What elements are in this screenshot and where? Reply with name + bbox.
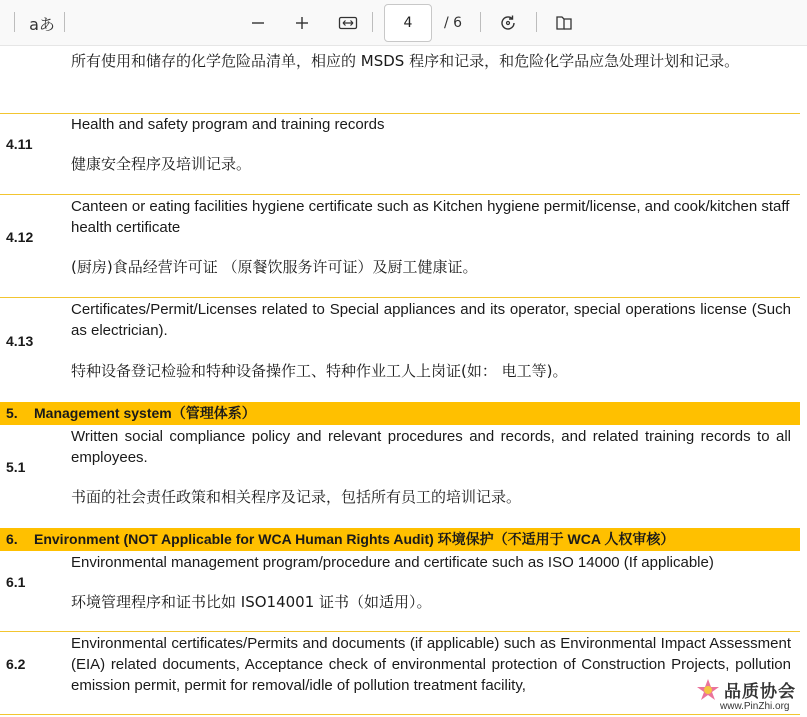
toolbar-separator bbox=[372, 12, 373, 32]
toolbar-separator bbox=[14, 12, 15, 32]
section-header-management bbox=[0, 402, 800, 425]
zoom-in-button[interactable] bbox=[288, 0, 316, 46]
watermark-logo bbox=[694, 676, 807, 717]
item-number: 4.12 bbox=[6, 229, 34, 245]
item-english: Environmental certificates/Permits and documents (if applicable) such as Environmental Impact Assessment (EIA) related documents, Acceptance check of environmental protection of Construction Projects, pollution emission permit, permit for removal/idle of pollution treatment facility, bbox=[71, 635, 791, 694]
rotate-button[interactable] bbox=[494, 0, 522, 46]
row-divider bbox=[0, 194, 800, 195]
intro-chinese: 所有使用和储存的化学危险品清单，相应的 MSDS 程序和记录，和危险化学品应急处理计划和记录。 bbox=[71, 52, 740, 70]
toolbar-separator bbox=[536, 12, 537, 32]
item-english: Written social compliance policy and relevant procedures and records, and related training records to all employees. bbox=[71, 428, 791, 466]
minus-icon bbox=[250, 15, 266, 31]
section-header-environment bbox=[0, 528, 800, 551]
item-chinese: 健康安全程序及培训记录。 bbox=[71, 155, 252, 173]
item-english: Health and safety program and training records bbox=[71, 116, 385, 133]
fit-width-icon bbox=[338, 15, 358, 31]
item-english: Environmental management program/procedure and certificate such as ISO 14000 (If applicable) bbox=[71, 554, 714, 571]
section-title: Management system（管理体系） bbox=[34, 405, 256, 421]
watermark-url: www.PinZhi.org bbox=[720, 701, 790, 712]
item-number: 6.2 bbox=[6, 656, 26, 672]
page-view-button[interactable] bbox=[550, 0, 578, 46]
page-number-input[interactable]: 4 bbox=[384, 4, 432, 42]
rotate-icon bbox=[498, 13, 518, 33]
item-number: 6.1 bbox=[6, 574, 26, 590]
toolbar-separator bbox=[64, 12, 65, 32]
item-english: Canteen or eating facilities hygiene certificate such as Kitchen hygiene permit/license, and cook/kitchen staff health certificate bbox=[71, 198, 790, 236]
page-view-icon bbox=[554, 14, 574, 32]
zoom-out-button[interactable] bbox=[244, 0, 272, 46]
read-aloud-button[interactable] bbox=[24, 0, 60, 46]
pdf-toolbar bbox=[0, 0, 807, 46]
item-chinese: 书面的社会责任政策和相关程序及记录，包括所有员工的培训记录。 bbox=[71, 488, 522, 506]
section-number: 5. bbox=[6, 405, 18, 421]
logo-mark-icon bbox=[694, 676, 722, 704]
item-number: 4.11 bbox=[6, 136, 33, 152]
row-divider bbox=[0, 297, 800, 298]
item-chinese: 特种设备登记检验和特种设备操作工、特种作业工人上岗证(如： 电工等)。 bbox=[71, 362, 568, 380]
toolbar-separator bbox=[480, 12, 481, 32]
item-english: Certificates/Permit/Licenses related to Special appliances and its operator, special operations license (Such as electrician). bbox=[71, 301, 791, 339]
section-number: 6. bbox=[6, 531, 18, 547]
read-aloud-icon: aあ bbox=[29, 14, 55, 34]
section-title: Environment (NOT Applicable for WCA Human Rights Audit) 环境保护（不适用于 WCA 人权审核） bbox=[34, 531, 675, 547]
page-total: / 6 bbox=[444, 15, 463, 31]
row-divider bbox=[0, 631, 800, 632]
row-divider bbox=[0, 714, 800, 715]
plus-icon bbox=[294, 15, 310, 31]
item-number: 5.1 bbox=[6, 459, 26, 475]
item-chinese: 环境管理程序和证书比如 ISO14001 证书（如适用）。 bbox=[71, 593, 432, 611]
document-page bbox=[0, 46, 807, 717]
watermark-name: 品质协会 bbox=[724, 682, 796, 702]
item-number: 4.13 bbox=[6, 333, 34, 349]
fit-width-button[interactable] bbox=[334, 0, 362, 46]
item-chinese: (厨房)食品经营许可证 （原餐饮服务许可证）及厨工健康证。 bbox=[71, 258, 478, 276]
